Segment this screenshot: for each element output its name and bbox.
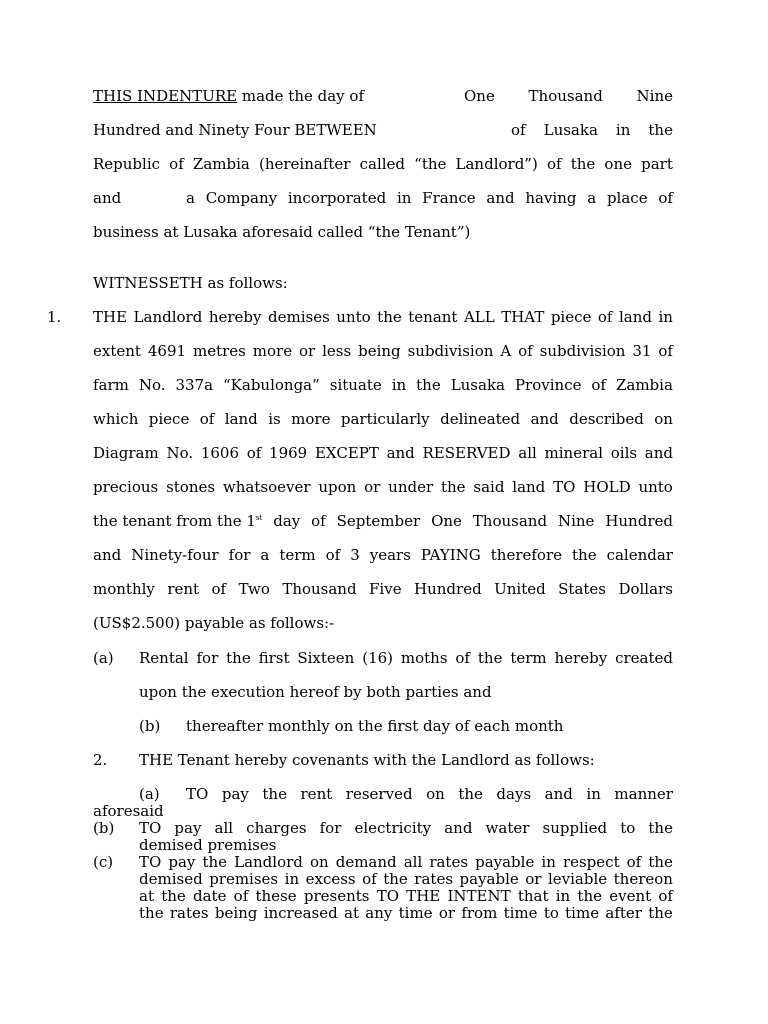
text-word: on [654,410,673,428]
text-word: all [518,444,537,462]
text-word: hereby [208,308,262,326]
text-word: made the day of [241,87,365,105]
text-word: date [193,887,227,905]
clause-2-text: THE Tenant hereby covenants with the Landlord as follows: [139,751,595,769]
text-word: Nine [636,87,673,105]
text-word: payable [459,870,519,888]
text-word: the [139,904,164,922]
text-word: ALL [463,308,495,326]
text-word: piece [550,308,592,326]
text-word: on [309,853,329,871]
text-word: unto [638,478,673,496]
text-word: metres [192,342,246,360]
text-word: Province [514,376,582,394]
text-word: 3 [350,546,360,564]
text-word: at [139,887,154,905]
text-word: THE [93,308,128,326]
text-word: France [422,189,476,207]
text-word: Lusaka [450,376,505,394]
text-word: hereby [554,649,608,667]
text-word: on [426,785,445,803]
text-word: whatsoever [222,478,311,496]
text-word: pay [168,853,196,871]
text-word: all [214,819,234,837]
text-word: demises [268,308,330,326]
indenture-heading: THIS INDENTURE [93,87,238,105]
text-word: created [615,649,673,667]
text-word: States [558,580,607,598]
text-word: RESERVED [422,444,511,462]
text-word: Hundred [414,580,482,598]
text-word: 337a [175,376,214,394]
covenant-c-line-4 [139,904,673,922]
text-word: the [648,819,673,837]
text-word: A [500,342,512,360]
text-word: at [344,904,359,922]
payment-a-label: (a) [93,649,114,667]
text-word: (hereinafter [258,155,351,173]
text-word: all [403,853,423,871]
text-word: Sixteen [297,649,355,667]
text-word: TO [376,887,399,905]
text-word: reserved [345,785,413,803]
text-word: called [359,155,406,173]
text-word: demised [139,870,203,888]
clause-1-number: 1. [47,308,62,326]
text-word: upon [318,478,357,496]
text-word: of [511,121,526,139]
text-word: the [577,887,602,905]
covenant-c-line-1 [139,853,673,871]
text-word: TO [553,478,576,496]
text-word: respect [562,853,620,871]
clause-1-line-1 [93,308,673,326]
text-word: place [606,189,648,207]
text-word: TO [139,819,162,837]
text-word: calendar [606,546,673,564]
text-word: No. [166,444,194,462]
text-word: demand [335,853,397,871]
text-word: and [530,410,559,428]
text-word: delineated [440,410,521,428]
text-word: subdivision [407,342,494,360]
text-word: and [644,444,673,462]
text-word: of [246,444,262,462]
text-word: the [383,870,408,888]
text-word: farm [93,376,129,394]
payment-b-text: thereafter monthly on the first day of each month [186,717,564,735]
text-word: EXCEPT [314,444,379,462]
text-word: the tenant from the 1 [93,512,256,530]
text-word: that [517,887,549,905]
ordinal-superscript: st [255,514,263,522]
covenant-a-line-2: aforesaid [93,802,164,820]
text-word: and [544,785,573,803]
text-word: premises [209,870,279,888]
text-word: of [169,155,184,173]
text-word: Republic [93,155,161,173]
text-word: in [391,376,407,394]
text-word: particularly [340,410,430,428]
text-word: time [565,904,600,922]
text-word: the [202,853,228,871]
text-word: PAYING [420,546,481,564]
clause-1-line-5 [93,444,673,462]
text-word: of [362,870,377,888]
text-word: the [648,904,673,922]
text-word: term [510,649,547,667]
text-word: in [658,308,673,326]
intro-line-4-and: and [93,189,122,207]
text-word: Two [238,580,270,598]
text-word: One [431,512,462,530]
text-word: manner [614,785,673,803]
text-word: days [496,785,532,803]
text-word: described [569,410,644,428]
text-word: of [591,376,606,394]
payment-a-line-2: upon the execution hereof by both parties and [139,683,492,701]
text-word: a [260,546,270,564]
text-word: presents [303,887,370,905]
text-word: more [291,410,331,428]
text-word: more [252,342,293,360]
text-word: a [186,189,195,207]
clause-1-line-6 [93,478,673,496]
covenant-b-line-2: demised premises [139,836,277,854]
text-word: having [525,189,577,207]
text-word: excess [305,870,356,888]
payment-b-label: (b) [139,717,161,735]
text-word: piece [148,410,190,428]
text-word: INTENT [447,887,511,905]
text-word: being [358,342,401,360]
text-word: of [325,546,341,564]
text-word: for [196,649,219,667]
text-word: therefore [490,546,563,564]
text-word: the [458,785,483,803]
text-word: One [464,87,495,105]
text-word: the [648,121,673,139]
text-word: of [658,887,673,905]
text-word: a [587,189,597,207]
text-word: the [226,649,251,667]
text-word: Rental [139,649,189,667]
text-word: mineral [544,444,604,462]
text-word: the [161,887,186,905]
text-word: of [597,308,613,326]
text-word: of [233,887,249,905]
text-word: Landlord [133,308,203,326]
text-word: years [369,546,411,564]
text-word: tenant [408,308,458,326]
text-word: the [262,785,287,803]
text-word: extent [93,342,141,360]
clause-1-line-2 [93,342,673,360]
text-word: from [461,904,498,922]
text-word: is [268,410,281,428]
text-word: land [224,410,258,428]
text-word: the [572,546,597,564]
text-word: Thousand [472,512,548,530]
clause-1-line-4 [93,410,673,428]
text-word: for [228,546,251,564]
text-word: TO [139,853,162,871]
text-word: Zambia [615,376,673,394]
text-word: rates [429,853,469,871]
text-word: in [396,189,412,207]
text-word: of [211,580,227,598]
clause-1-line-7 [93,512,673,530]
text-word: situate [329,376,382,394]
text-word: Five [369,580,402,598]
text-word: part [641,155,673,173]
clause-1-line-10: (US$2.500) payable as follows:- [93,614,335,632]
text-word: Hundred and Ninety Four BETWEEN [93,121,377,139]
clause-1-line-9 [93,580,673,598]
text-word: of [658,342,673,360]
text-word: Dollars [618,580,673,598]
text-word: and [93,546,122,564]
text-word: precious [93,478,159,496]
covenant-b-line-1 [139,819,673,837]
text-word: of [546,155,562,173]
text-word: 31 [632,342,652,360]
text-word: pay [221,785,249,803]
text-word: the [477,649,503,667]
text-word: incorporated [287,189,387,207]
text-word: time [398,904,433,922]
covenant-c-line-3 [139,887,673,905]
text-word: event [609,887,652,905]
text-word: which [93,410,139,428]
intro-line-3 [93,155,673,173]
text-word: September [336,512,421,530]
text-word: unto [336,308,371,326]
text-word: Company [205,189,278,207]
text-word: United [494,580,546,598]
text-word: in [555,887,571,905]
text-word: the [416,376,441,394]
text-word: land [512,478,546,496]
text-word: the [440,478,466,496]
text-word: of [199,410,215,428]
text-word: term [279,546,316,564]
text-word: Lusaka [543,121,598,139]
text-word: monthly [93,580,155,598]
text-word: in [284,870,300,888]
text-word: Zambia [192,155,250,173]
text-word: and [444,819,473,837]
covenant-b-label: (b) [93,819,115,837]
text-word: first [258,649,290,667]
text-word: to [620,819,636,837]
covenant-c-line-2 [139,870,673,888]
text-word: to [543,904,559,922]
covenant-c-label: (c) [93,853,114,871]
intro-line-4 [186,189,673,207]
text-word: stones [166,478,216,496]
text-word: and [386,444,415,462]
text-word: any [365,904,393,922]
text-word: Ninety-four [131,546,219,564]
text-word: of [658,189,673,207]
text-word: Hundred [605,512,673,530]
text-word: payable [475,853,535,871]
text-word: Thousand [282,580,357,598]
text-word: of [518,342,533,360]
text-word: No. [138,376,166,394]
text-word: for [319,819,342,837]
text-word: Nine [557,512,595,530]
text-word: in [586,785,601,803]
text-word: HOLD [583,478,631,496]
text-word: day [273,512,301,530]
clause-2-number: 2. [93,751,108,769]
text-word: or [364,478,381,496]
intro-line-1 [93,87,673,105]
text-word: electricity [354,819,432,837]
text-word: Landlord”) [455,155,538,173]
text-word: subdivision [539,342,626,360]
text-word: rates [169,904,209,922]
text-word: the [377,308,402,326]
text-word: Thousand [528,87,603,105]
text-word: “Kabulonga” [223,376,320,394]
text-word: and [486,189,515,207]
payment-a-line-1 [139,649,673,667]
text-word: under [388,478,434,496]
text-word: land [618,308,652,326]
text-word: 1969 [269,444,308,462]
clause-1-line-3 [93,376,673,394]
witnesseth-heading: WITNESSETH as follows: [93,274,288,292]
text-word: THE [406,887,441,905]
intro-line-5: business at Lusaka aforesaid called “the Tenant”) [93,223,471,241]
text-word: TO [186,785,209,803]
text-word: rent [167,580,200,598]
text-word: the [648,853,673,871]
text-word: in [615,121,631,139]
covenant-a-label: (a) [139,785,160,803]
text-word: supplied [542,819,608,837]
text-word: thereon [613,870,673,888]
text-word: or [438,904,456,922]
text-word: in [541,853,556,871]
intro-line-2 [93,121,673,139]
text-word: rent [300,785,333,803]
text-word: after [605,904,642,922]
text-word: leviable [547,870,608,888]
text-word: 4691 [147,342,187,360]
text-word: of [626,853,642,871]
text-word: these [255,887,297,905]
text-word: pay [174,819,202,837]
text-word: water [485,819,530,837]
covenant-a-line-1 [186,785,673,803]
text-word: charges [246,819,307,837]
text-word: oils [610,444,638,462]
text-word: or [525,870,542,888]
text-word: the [570,155,596,173]
text-word: moths [400,649,448,667]
text-word: being [214,904,258,922]
text-word: said [473,478,505,496]
text-word: THAT [501,308,545,326]
clause-1-line-8 [93,546,673,564]
text-word: 1606 [200,444,240,462]
text-word: time [503,904,538,922]
text-word: increased [263,904,338,922]
text-word: of [311,512,326,530]
text-word: Diagram [93,444,159,462]
text-word: less [322,342,352,360]
text-word: rates [414,870,454,888]
text-word: or [299,342,316,360]
text-word: Landlord [234,853,303,871]
text-word: one [604,155,632,173]
text-word: (16) [362,649,394,667]
text-word: “the [414,155,447,173]
text-word: of [455,649,470,667]
